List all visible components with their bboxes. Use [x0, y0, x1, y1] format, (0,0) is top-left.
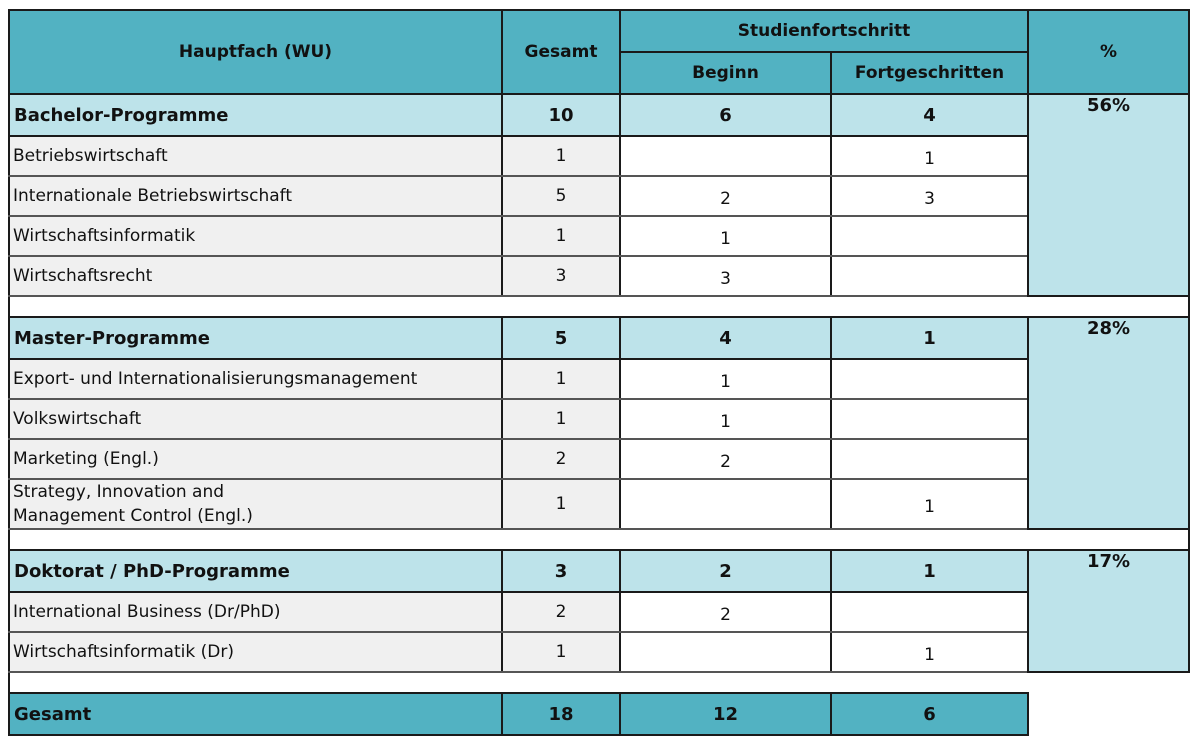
program-fortgeschritten: 1 — [831, 479, 1028, 529]
section-percent: 28% — [1028, 317, 1189, 529]
program-label: Wirtschaftsinformatik — [9, 216, 502, 256]
header-percent: % — [1028, 10, 1189, 94]
table-row — [9, 256, 1189, 296]
program-fortgeschritten — [831, 439, 1028, 479]
empty-cell — [1028, 693, 1189, 735]
section-row-bachelor — [9, 94, 1189, 136]
program-label: Wirtschaftsrecht — [9, 256, 502, 296]
section-row-doktorat — [9, 550, 1189, 592]
total-fortgeschritten: 6 — [831, 693, 1028, 735]
header-fortgeschritten: Fortgeschritten — [831, 52, 1028, 94]
program-label-line1: Strategy, Innovation and — [13, 482, 225, 502]
program-label: Marketing (Engl.) — [9, 439, 502, 479]
program-beginn — [620, 479, 831, 529]
total-gesamt: 18 — [502, 693, 620, 735]
total-label: Gesamt — [9, 693, 502, 735]
program-fortgeschritten — [831, 399, 1028, 439]
spacer — [9, 529, 1189, 550]
total-row — [9, 693, 1189, 735]
program-gesamt: 3 — [502, 256, 620, 296]
program-beginn: 3 — [620, 256, 831, 296]
table-row — [9, 136, 1189, 176]
program-beginn: 2 — [620, 592, 831, 632]
spacer — [9, 672, 1028, 693]
table-row — [9, 439, 1189, 479]
program-fortgeschritten: 1 — [831, 632, 1028, 672]
program-label: International Business (Dr/PhD) — [9, 592, 502, 632]
section-gesamt: 3 — [502, 550, 620, 592]
program-beginn: 2 — [620, 176, 831, 216]
program-gesamt: 1 — [502, 632, 620, 672]
section-beginn: 6 — [620, 94, 831, 136]
program-fortgeschritten — [831, 359, 1028, 399]
program-gesamt: 5 — [502, 176, 620, 216]
program-label-line2: Management Control (Engl.) — [13, 506, 253, 526]
program-beginn: 1 — [620, 399, 831, 439]
section-fortgeschritten: 1 — [831, 317, 1028, 359]
section-label: Master-Programme — [9, 317, 502, 359]
table-row — [9, 176, 1189, 216]
program-fortgeschritten — [831, 216, 1028, 256]
spacer — [9, 296, 1189, 317]
section-label: Bachelor-Programme — [9, 94, 502, 136]
program-label: Volkswirtschaft — [9, 399, 502, 439]
section-label: Doktorat / PhD-Programme — [9, 550, 502, 592]
program-label: Betriebswirtschaft — [9, 136, 502, 176]
header-gesamt: Gesamt — [502, 10, 620, 94]
spacer-row — [9, 529, 1189, 550]
header-hauptfach: Hauptfach (WU) — [9, 10, 502, 94]
program-gesamt: 2 — [502, 439, 620, 479]
program-label — [9, 479, 502, 529]
section-row-master — [9, 317, 1189, 359]
program-label: Wirtschaftsinformatik (Dr) — [9, 632, 502, 672]
program-gesamt: 1 — [502, 359, 620, 399]
program-gesamt: 1 — [502, 399, 620, 439]
program-gesamt: 1 — [502, 136, 620, 176]
program-fortgeschritten: 3 — [831, 176, 1028, 216]
section-fortgeschritten: 1 — [831, 550, 1028, 592]
header-studienfortschritt: Studienfortschritt — [620, 10, 1028, 52]
table-row — [9, 632, 1189, 672]
empty-cell — [1028, 672, 1189, 693]
section-percent: 56% — [1028, 94, 1189, 296]
program-fortgeschritten — [831, 256, 1028, 296]
spacer-row — [9, 296, 1189, 317]
program-fortgeschritten: 1 — [831, 136, 1028, 176]
section-gesamt: 5 — [502, 317, 620, 359]
table-row — [9, 359, 1189, 399]
table-row — [9, 216, 1189, 256]
program-beginn: 1 — [620, 359, 831, 399]
program-beginn: 1 — [620, 216, 831, 256]
program-label: Export- und Internationalisierungsmanagement — [9, 359, 502, 399]
table-row — [9, 592, 1189, 632]
program-label: Internationale Betriebswirtschaft — [9, 176, 502, 216]
section-gesamt: 10 — [502, 94, 620, 136]
program-gesamt: 1 — [502, 479, 620, 529]
program-fortgeschritten — [831, 592, 1028, 632]
program-beginn — [620, 136, 831, 176]
study-progress-table — [8, 9, 1190, 736]
section-beginn: 4 — [620, 317, 831, 359]
program-beginn — [620, 632, 831, 672]
section-percent: 17% — [1028, 550, 1189, 672]
table-row — [9, 399, 1189, 439]
table-row — [9, 479, 1189, 529]
spacer-row — [9, 672, 1189, 693]
header-beginn: Beginn — [620, 52, 831, 94]
section-beginn: 2 — [620, 550, 831, 592]
program-beginn: 2 — [620, 439, 831, 479]
program-gesamt: 1 — [502, 216, 620, 256]
total-beginn: 12 — [620, 693, 831, 735]
program-gesamt: 2 — [502, 592, 620, 632]
section-fortgeschritten: 4 — [831, 94, 1028, 136]
